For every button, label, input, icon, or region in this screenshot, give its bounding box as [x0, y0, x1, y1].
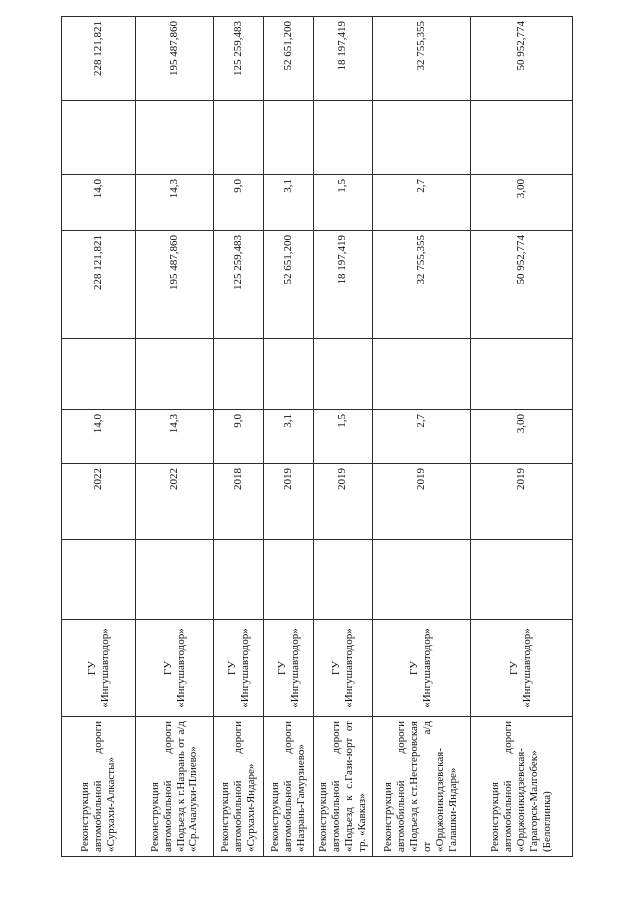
- length-cell: 3,1: [264, 175, 314, 231]
- length-cell: 14,3: [136, 410, 214, 464]
- year-cell: 2022: [136, 464, 214, 540]
- cost-cell: 125 259,483: [214, 231, 264, 339]
- customer-cell: ГУ «Ингушавтодор»: [264, 620, 314, 717]
- empty-cell: [264, 339, 314, 410]
- table-row: [214, 17, 264, 857]
- cost-cell: 50 952,774: [470, 231, 572, 339]
- empty-cell: [136, 101, 214, 175]
- cost-cell: 125 259,483: [214, 17, 264, 101]
- table-row: [62, 17, 136, 857]
- table-row: [470, 17, 572, 857]
- length-cell: 1,5: [314, 410, 373, 464]
- year-cell: 2019: [264, 464, 314, 540]
- table-row: [372, 17, 470, 857]
- empty-cell: [314, 339, 373, 410]
- year-cell: 2022: [62, 464, 136, 540]
- table-row: [136, 17, 214, 857]
- cost-cell: 195 487,860: [136, 17, 214, 101]
- empty-cell: [62, 339, 136, 410]
- empty-cell: [470, 339, 572, 410]
- year-cell: 2019: [470, 464, 572, 540]
- object-name-cell: Реконструкция автомобильной дороги «Сурхахи-Алкасты»: [62, 717, 136, 857]
- customer-cell: ГУ «Ингушавтодор»: [136, 620, 214, 717]
- customer-cell: ГУ «Ингушавтодор»: [470, 620, 572, 717]
- empty-cell: [372, 339, 470, 410]
- year-cell: 2019: [372, 464, 470, 540]
- customer-cell: ГУ «Ингушавтодор»: [372, 620, 470, 717]
- cost-cell: 52 651,200: [264, 17, 314, 101]
- length-cell: 3,1: [264, 410, 314, 464]
- table-row: [314, 17, 373, 857]
- year-cell: 2019: [314, 464, 373, 540]
- empty-cell: [264, 101, 314, 175]
- empty-cell: [314, 540, 373, 620]
- object-name-cell: Реконструкция автомобильной дороги «Назрань-Гамурзиево»: [264, 717, 314, 857]
- object-name-cell: Реконструкция автомобильной дороги «Подъезд к ст.Нестеровская от а/д «Орджоникидзевская-Галашки-Яндаре»: [372, 717, 470, 857]
- empty-cell: [214, 101, 264, 175]
- cost-cell: 52 651,200: [264, 231, 314, 339]
- cost-cell: 195 487,860: [136, 231, 214, 339]
- year-cell: 2018: [214, 464, 264, 540]
- customer-cell: ГУ «Ингушавтодор»: [62, 620, 136, 717]
- table-body: [62, 17, 573, 857]
- empty-cell: [314, 101, 373, 175]
- object-name-cell: Реконструкция автомобильной дороги «Подъезд к с.Гази-юрт от тр. «Кавказ»: [314, 717, 373, 857]
- cost-cell: 228 121,821: [62, 231, 136, 339]
- empty-cell: [470, 101, 572, 175]
- empty-cell: [264, 540, 314, 620]
- object-name-cell: Реконструкция автомобильной дороги «Подъезд к г.Назрань от а/д «Ср.Ачалуки-Плиево»: [136, 717, 214, 857]
- cost-cell: 32 755,355: [372, 17, 470, 101]
- cost-cell: 32 755,355: [372, 231, 470, 339]
- length-cell: 1,5: [314, 175, 373, 231]
- customer-cell: ГУ «Ингушавтодор»: [314, 620, 373, 717]
- cost-cell: 228 121,821: [62, 17, 136, 101]
- length-cell: 3,00: [470, 410, 572, 464]
- table-row: [264, 17, 314, 857]
- empty-cell: [62, 101, 136, 175]
- length-cell: 9,0: [214, 175, 264, 231]
- length-cell: 9,0: [214, 410, 264, 464]
- length-cell: 14,0: [62, 410, 136, 464]
- cost-cell: 18 197,419: [314, 17, 373, 101]
- empty-cell: [372, 540, 470, 620]
- empty-cell: [136, 339, 214, 410]
- road-reconstruction-table: [61, 16, 573, 857]
- cost-cell: 18 197,419: [314, 231, 373, 339]
- cost-cell: 50 952,774: [470, 17, 572, 101]
- length-cell: 2,7: [372, 410, 470, 464]
- object-name-cell: Реконструкция автомобильной дороги «Сурхахи-Яндаре»: [214, 717, 264, 857]
- empty-cell: [62, 540, 136, 620]
- customer-cell: ГУ «Ингушавтодор»: [214, 620, 264, 717]
- object-name-cell: Реконструкция автомобильной дороги «Орджоникидзевская-Гарагорск-Малгобек» (Белоглинка): [470, 717, 572, 857]
- length-cell: 2,7: [372, 175, 470, 231]
- empty-cell: [214, 339, 264, 410]
- empty-cell: [470, 540, 572, 620]
- empty-cell: [136, 540, 214, 620]
- length-cell: 3,00: [470, 175, 572, 231]
- empty-cell: [372, 101, 470, 175]
- empty-cell: [214, 540, 264, 620]
- length-cell: 14,0: [62, 175, 136, 231]
- length-cell: 14,3: [136, 175, 214, 231]
- rotated-page: [61, 17, 571, 857]
